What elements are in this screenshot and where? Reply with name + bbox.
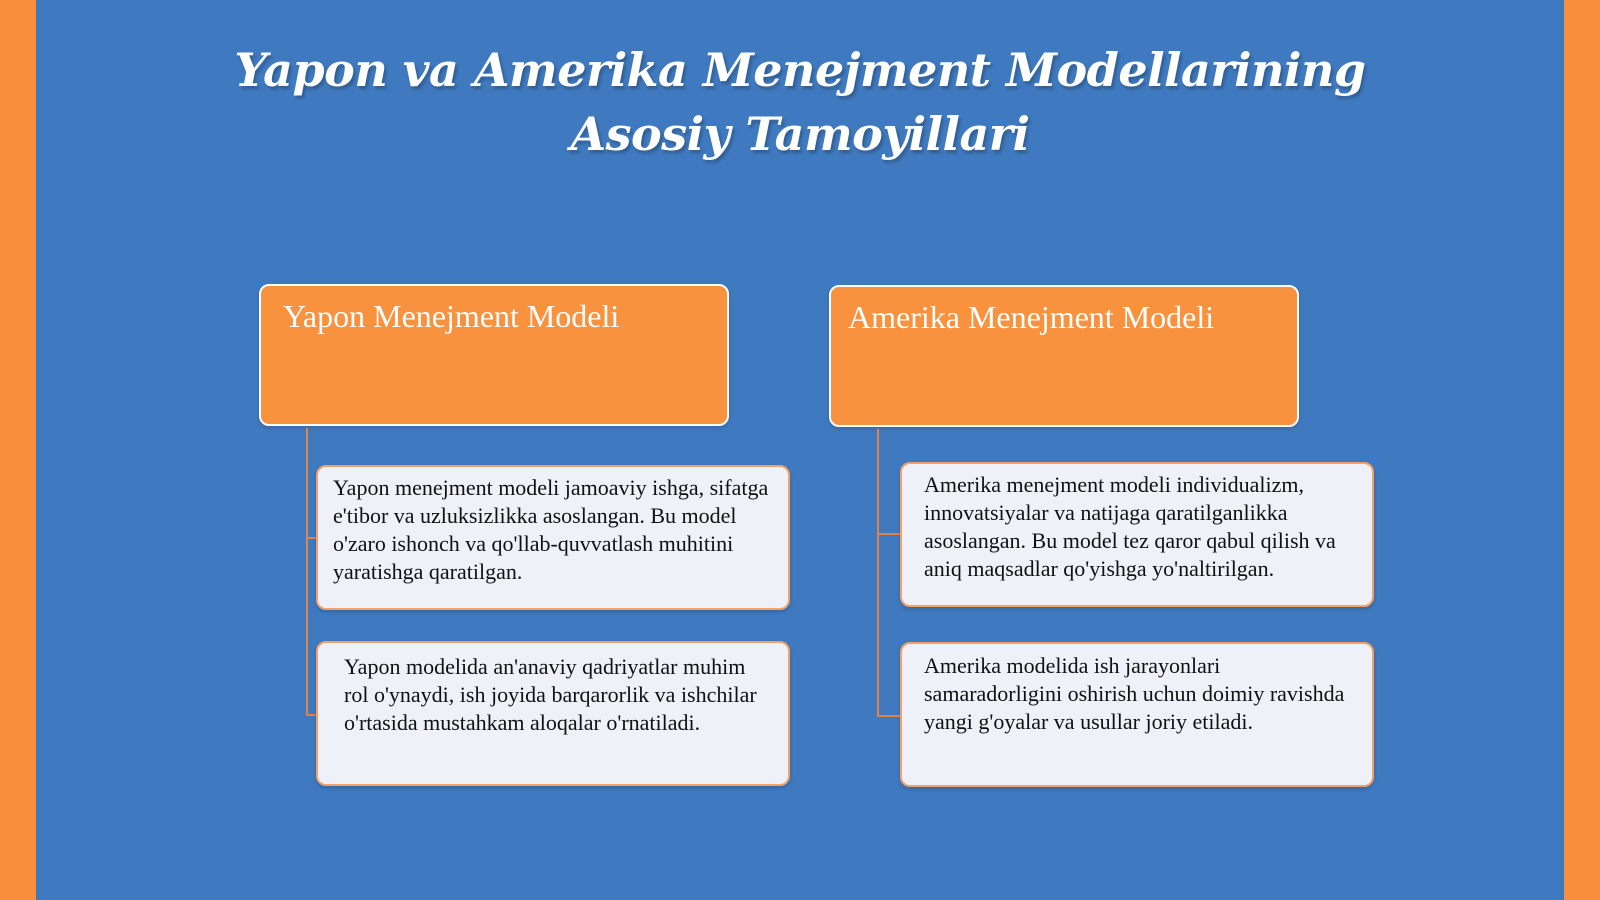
left-accent-bar	[0, 0, 36, 900]
american-branch-1	[877, 533, 900, 535]
american-tree-connector	[877, 429, 879, 717]
japanese-principle-2: Yapon modelida an'anaviy qadriyatlar muhim rol o'ynaydi, ish joyida barqarorlik va ishchilar o'rtasida mustahkam aloqalar o'rnatiladi.	[316, 641, 790, 786]
slide-title-line-2: Asosiy Tamoyillari	[570, 107, 1030, 161]
japanese-branch-1	[306, 537, 316, 539]
japanese-branch-2	[306, 714, 316, 716]
american-principle-1: Amerika menejment modeli individualizm, innovatsiyalar va natijaga qaratilganlikka asoslangan. Bu model tez qaror qabul qilish va aniq maqsadlar qo'yishga yo'naltirilgan.	[900, 462, 1374, 607]
japanese-principle-1: Yapon menejment modeli jamoaviy ishga, sifatga e'tibor va uzluksizlikka asoslangan. Bu model o'zaro ishonch va qo'llab-quvvatlash muhitini yaratishga qaratilgan.	[316, 465, 790, 610]
slide-title-line-1: Yapon va Amerika Menejment Modellarining	[234, 43, 1366, 97]
american-model-header: Amerika Menejment Modeli	[829, 285, 1299, 427]
american-branch-2	[877, 715, 900, 717]
american-principle-2: Amerika modelida ish jarayonlari samaradorligini oshirish uchun doimiy ravishda yangi g'oyalar va usullar joriy etiladi.	[900, 642, 1374, 787]
japanese-tree-connector	[306, 428, 308, 716]
right-accent-bar	[1564, 0, 1600, 900]
slide-title	[60, 38, 1540, 166]
japanese-model-header: Yapon Menejment Modeli	[259, 284, 729, 426]
